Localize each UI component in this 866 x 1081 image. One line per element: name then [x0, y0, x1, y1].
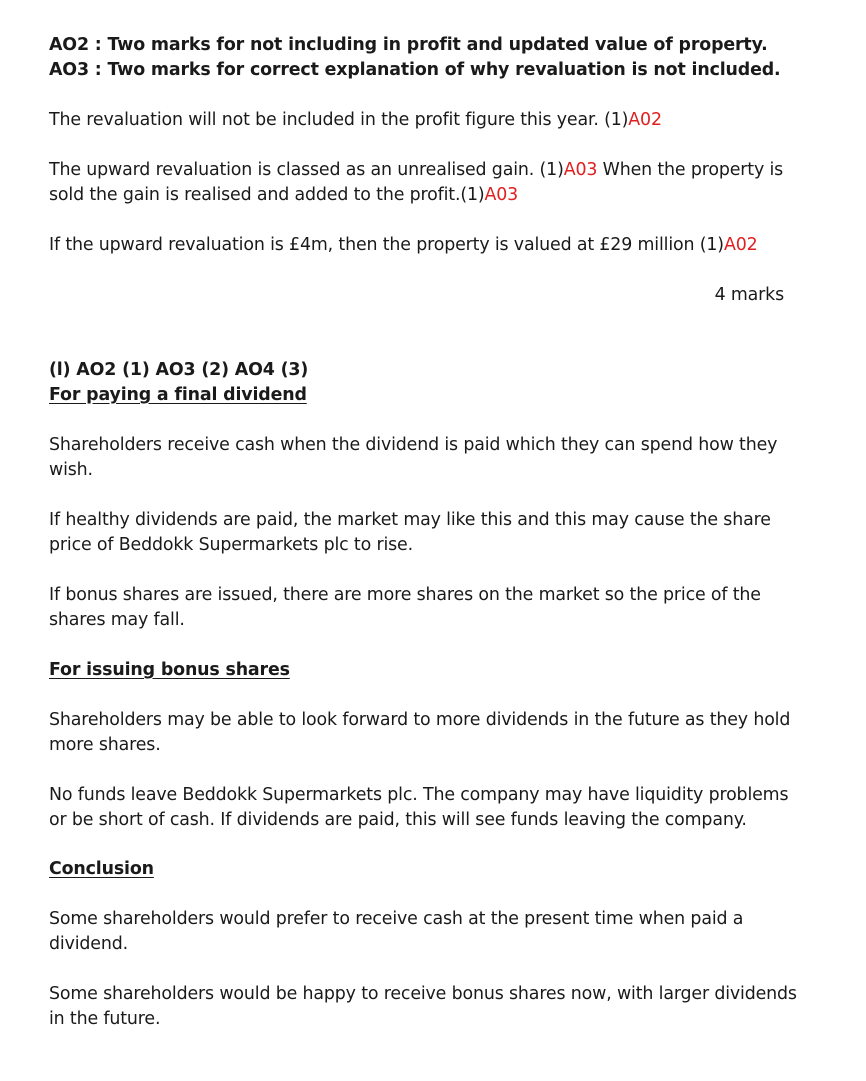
paragraph-line: or be short of cash. If dividends are paid, this will see funds leaving the company.: [49, 810, 747, 830]
paragraph-line: Some shareholders would be happy to receive bonus shares now, with larger dividends: [49, 984, 797, 1004]
assessment-tag: A03: [484, 185, 519, 205]
paragraph-line: price of Beddokk Supermarkets plc to rise.: [49, 535, 413, 555]
conclusion-heading: Conclusion: [49, 859, 154, 879]
ao2-criteria: AO2 : Two marks for not including in profit and updated value of property.: [49, 35, 768, 55]
answer-point-2-line-2: [49, 183, 518, 208]
paragraph-line: Shareholders may be able to look forward to more dividends in the future as they hold: [49, 710, 791, 730]
paragraph-line: wish.: [49, 460, 93, 480]
paragraph-line: in the future.: [49, 1009, 161, 1029]
assessment-tag: A03: [563, 160, 598, 180]
paragraph-line: If healthy dividends are paid, the market may like this and this may cause the share: [49, 510, 771, 530]
assessment-tag: A02: [723, 235, 758, 255]
assessment-tag: A02: [628, 110, 662, 130]
paragraph-line: shares may fall.: [49, 610, 185, 630]
final-dividend-heading: For paying a final dividend: [49, 385, 307, 405]
answer-point-1: [49, 108, 662, 133]
answer-point-3: [49, 233, 758, 258]
paragraph-line: No funds leave Beddokk Supermarkets plc. The company may have liquidity problems: [49, 785, 789, 805]
answer-point-1-text: The revaluation will not be included in the profit figure this year. (1): [49, 110, 629, 130]
paragraph-line: dividend.: [49, 934, 128, 954]
paragraph-line: If bonus shares are issued, there are more shares on the market so the price of the: [49, 585, 761, 605]
paragraph-line: Shareholders receive cash when the dividend is paid which they can spend how they: [49, 435, 778, 455]
answer-point-2-text: The upward revaluation is classed as an unrealised gain. (1): [49, 160, 564, 180]
paragraph-line: more shares.: [49, 735, 161, 755]
answer-point-2-continuation: When the property is: [597, 160, 784, 180]
answer-point-3-text: If the upward revaluation is £4m, then the property is valued at £29 million (1): [49, 235, 724, 255]
answer-point-2: [49, 158, 783, 183]
ao3-criteria: AO3 : Two marks for correct explanation of why revaluation is not included.: [49, 60, 781, 80]
marks-total: 4 marks: [714, 285, 784, 305]
paragraph-line: Some shareholders would prefer to receive cash at the present time when paid a: [49, 909, 744, 929]
part-l-heading: (l) AO2 (1) AO3 (2) AO4 (3): [49, 360, 309, 380]
answer-point-2-line-2-text: sold the gain is realised and added to the profit.(1): [49, 185, 485, 205]
bonus-shares-heading: For issuing bonus shares: [49, 660, 290, 680]
